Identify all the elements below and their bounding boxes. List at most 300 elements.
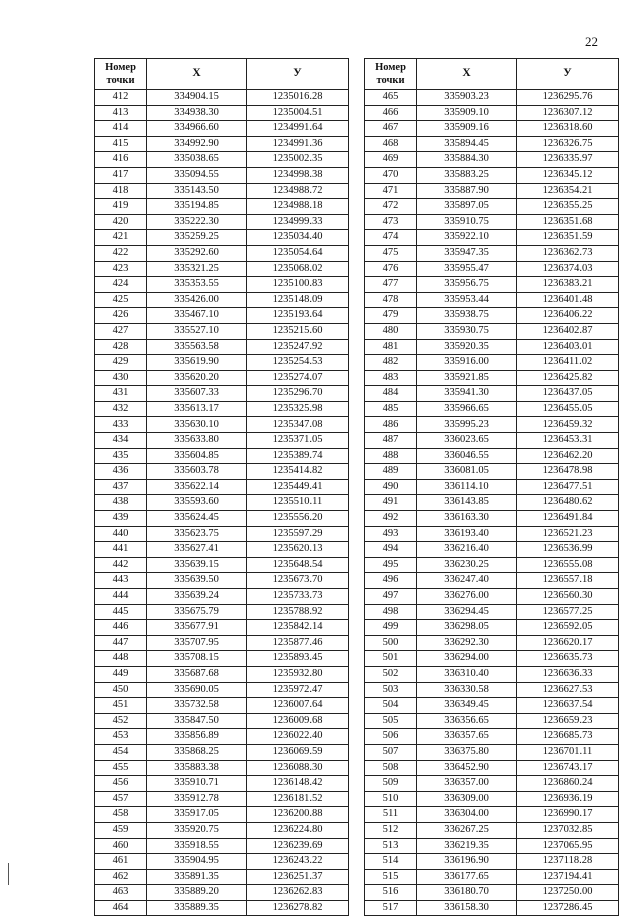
y-cell: 1236990.17 bbox=[517, 807, 619, 823]
x-cell: 336193.40 bbox=[417, 526, 517, 542]
point-number-cell: 476 bbox=[365, 261, 417, 277]
y-cell: 1236239.69 bbox=[247, 838, 349, 854]
x-cell: 335619.90 bbox=[147, 355, 247, 371]
x-cell: 334966.60 bbox=[147, 121, 247, 137]
point-number-cell: 421 bbox=[95, 230, 147, 246]
x-cell: 336267.25 bbox=[417, 822, 517, 838]
table-row bbox=[95, 433, 349, 449]
table-row bbox=[95, 167, 349, 183]
x-cell: 336114.10 bbox=[417, 479, 517, 495]
table-body-right bbox=[365, 90, 619, 916]
table-row bbox=[365, 401, 619, 417]
table-row bbox=[95, 323, 349, 339]
table-row bbox=[365, 713, 619, 729]
x-cell: 336046.55 bbox=[417, 448, 517, 464]
y-cell: 1236402.87 bbox=[517, 323, 619, 339]
point-number-cell: 517 bbox=[365, 900, 417, 916]
table-row bbox=[95, 370, 349, 386]
point-number-cell: 441 bbox=[95, 542, 147, 558]
x-cell: 336163.30 bbox=[417, 511, 517, 527]
point-number-cell: 422 bbox=[95, 245, 147, 261]
point-number-cell: 469 bbox=[365, 152, 417, 168]
page-number: 22 bbox=[585, 34, 598, 49]
x-cell: 335143.50 bbox=[147, 183, 247, 199]
point-number-cell: 506 bbox=[365, 729, 417, 745]
x-cell: 335622.14 bbox=[147, 479, 247, 495]
point-number-cell: 460 bbox=[95, 838, 147, 854]
y-cell: 1235893.45 bbox=[247, 651, 349, 667]
table-row bbox=[95, 526, 349, 542]
x-cell: 335627.41 bbox=[147, 542, 247, 558]
table-row bbox=[365, 822, 619, 838]
x-cell: 335920.75 bbox=[147, 822, 247, 838]
table-row bbox=[95, 635, 349, 651]
x-cell: 335259.25 bbox=[147, 230, 247, 246]
y-cell: 1235414.82 bbox=[247, 464, 349, 480]
x-cell: 336298.05 bbox=[417, 620, 517, 636]
point-number-cell: 443 bbox=[95, 573, 147, 589]
table-row bbox=[95, 589, 349, 605]
x-cell: 336309.00 bbox=[417, 791, 517, 807]
y-cell: 1235068.02 bbox=[247, 261, 349, 277]
x-cell: 335639.15 bbox=[147, 557, 247, 573]
table-row bbox=[365, 479, 619, 495]
x-cell: 335903.23 bbox=[417, 90, 517, 106]
table-row bbox=[365, 885, 619, 901]
x-cell: 335904.95 bbox=[147, 854, 247, 870]
x-cell: 335889.35 bbox=[147, 900, 247, 916]
x-cell: 335603.78 bbox=[147, 464, 247, 480]
table-row bbox=[365, 339, 619, 355]
point-number-cell: 416 bbox=[95, 152, 147, 168]
table-row bbox=[95, 666, 349, 682]
x-cell: 335292.60 bbox=[147, 245, 247, 261]
y-cell: 1235193.64 bbox=[247, 308, 349, 324]
table-body-left bbox=[95, 90, 349, 916]
table-row bbox=[365, 323, 619, 339]
point-number-cell: 495 bbox=[365, 557, 417, 573]
table-row bbox=[95, 713, 349, 729]
x-cell: 335677.91 bbox=[147, 620, 247, 636]
table-row bbox=[95, 682, 349, 698]
y-cell: 1236148.42 bbox=[247, 776, 349, 792]
y-cell: 1236354.21 bbox=[517, 183, 619, 199]
table-row bbox=[95, 900, 349, 916]
y-cell: 1236411.02 bbox=[517, 355, 619, 371]
x-cell: 335708.15 bbox=[147, 651, 247, 667]
point-number-cell: 489 bbox=[365, 464, 417, 480]
x-cell: 335321.25 bbox=[147, 261, 247, 277]
y-cell: 1236453.31 bbox=[517, 433, 619, 449]
table-row bbox=[95, 729, 349, 745]
table-row bbox=[365, 308, 619, 324]
table-row bbox=[365, 744, 619, 760]
point-number-cell: 447 bbox=[95, 635, 147, 651]
x-cell: 335995.23 bbox=[417, 417, 517, 433]
y-cell: 1236295.76 bbox=[517, 90, 619, 106]
table-header-row bbox=[95, 59, 349, 90]
point-number-cell: 442 bbox=[95, 557, 147, 573]
y-cell: 1234999.33 bbox=[247, 214, 349, 230]
y-cell: 1236478.98 bbox=[517, 464, 619, 480]
header-point-number bbox=[95, 59, 147, 90]
point-number-cell: 480 bbox=[365, 323, 417, 339]
table-row bbox=[365, 292, 619, 308]
table-row bbox=[365, 776, 619, 792]
table-row bbox=[95, 183, 349, 199]
y-cell: 1235325.98 bbox=[247, 401, 349, 417]
point-number-cell: 494 bbox=[365, 542, 417, 558]
x-cell: 335690.05 bbox=[147, 682, 247, 698]
table-row bbox=[365, 620, 619, 636]
point-number-cell: 488 bbox=[365, 448, 417, 464]
x-cell: 335938.75 bbox=[417, 308, 517, 324]
table-row bbox=[365, 167, 619, 183]
x-cell: 335527.10 bbox=[147, 323, 247, 339]
x-cell: 335353.55 bbox=[147, 277, 247, 293]
table-row bbox=[365, 136, 619, 152]
point-number-cell: 492 bbox=[365, 511, 417, 527]
table-row bbox=[365, 635, 619, 651]
y-cell: 1237286.45 bbox=[517, 900, 619, 916]
table-row bbox=[365, 90, 619, 106]
x-cell: 335707.95 bbox=[147, 635, 247, 651]
x-cell: 336294.00 bbox=[417, 651, 517, 667]
x-cell: 334938.30 bbox=[147, 105, 247, 121]
point-number-cell: 484 bbox=[365, 386, 417, 402]
y-cell: 1235556.20 bbox=[247, 511, 349, 527]
table-row bbox=[95, 807, 349, 823]
point-number-cell: 452 bbox=[95, 713, 147, 729]
point-number-cell: 474 bbox=[365, 230, 417, 246]
table-row bbox=[365, 542, 619, 558]
point-number-cell: 444 bbox=[95, 589, 147, 605]
point-number-cell: 473 bbox=[365, 214, 417, 230]
y-cell: 1236318.60 bbox=[517, 121, 619, 137]
table-row bbox=[365, 760, 619, 776]
y-cell: 1237065.95 bbox=[517, 838, 619, 854]
y-cell: 1236592.05 bbox=[517, 620, 619, 636]
x-cell: 335887.90 bbox=[417, 183, 517, 199]
point-number-cell: 516 bbox=[365, 885, 417, 901]
y-cell: 1234988.18 bbox=[247, 199, 349, 215]
y-cell: 1236345.12 bbox=[517, 167, 619, 183]
y-cell: 1236455.05 bbox=[517, 401, 619, 417]
table-row bbox=[95, 791, 349, 807]
point-number-cell: 450 bbox=[95, 682, 147, 698]
y-cell: 1235648.54 bbox=[247, 557, 349, 573]
x-cell: 335639.50 bbox=[147, 573, 247, 589]
y-cell: 1236659.23 bbox=[517, 713, 619, 729]
y-cell: 1235389.74 bbox=[247, 448, 349, 464]
table-row bbox=[365, 121, 619, 137]
point-number-cell: 490 bbox=[365, 479, 417, 495]
point-number-cell: 481 bbox=[365, 339, 417, 355]
table-row bbox=[95, 292, 349, 308]
table-row bbox=[95, 355, 349, 371]
y-cell: 1235673.70 bbox=[247, 573, 349, 589]
x-cell: 335897.05 bbox=[417, 199, 517, 215]
point-number-cell: 472 bbox=[365, 199, 417, 215]
y-cell: 1236088.30 bbox=[247, 760, 349, 776]
point-number-cell: 429 bbox=[95, 355, 147, 371]
table-row bbox=[95, 495, 349, 511]
table-row bbox=[365, 526, 619, 542]
y-cell: 1235347.08 bbox=[247, 417, 349, 433]
table-row bbox=[365, 433, 619, 449]
x-cell: 335194.85 bbox=[147, 199, 247, 215]
x-cell: 336158.30 bbox=[417, 900, 517, 916]
x-cell: 334904.15 bbox=[147, 90, 247, 106]
y-cell: 1235247.92 bbox=[247, 339, 349, 355]
header-point-number-line1: Номер bbox=[375, 62, 406, 73]
header-x: X bbox=[147, 59, 247, 90]
x-cell: 335563.58 bbox=[147, 339, 247, 355]
x-cell: 335732.58 bbox=[147, 698, 247, 714]
point-number-cell: 513 bbox=[365, 838, 417, 854]
x-cell: 335687.68 bbox=[147, 666, 247, 682]
point-number-cell: 439 bbox=[95, 511, 147, 527]
point-number-cell: 509 bbox=[365, 776, 417, 792]
y-cell: 1236401.48 bbox=[517, 292, 619, 308]
x-cell: 335620.20 bbox=[147, 370, 247, 386]
x-cell: 336216.40 bbox=[417, 542, 517, 558]
y-cell: 1235034.40 bbox=[247, 230, 349, 246]
y-cell: 1236403.01 bbox=[517, 339, 619, 355]
table-row bbox=[365, 838, 619, 854]
y-cell: 1236326.75 bbox=[517, 136, 619, 152]
x-cell: 336349.45 bbox=[417, 698, 517, 714]
table-row bbox=[95, 277, 349, 293]
y-cell: 1236577.25 bbox=[517, 604, 619, 620]
y-cell: 1235002.35 bbox=[247, 152, 349, 168]
point-number-cell: 465 bbox=[365, 90, 417, 106]
x-cell: 335467.10 bbox=[147, 308, 247, 324]
table-row bbox=[365, 573, 619, 589]
x-cell: 335910.75 bbox=[417, 214, 517, 230]
x-cell: 335921.85 bbox=[417, 370, 517, 386]
y-cell: 1235100.83 bbox=[247, 277, 349, 293]
table-row bbox=[365, 557, 619, 573]
y-cell: 1236860.24 bbox=[517, 776, 619, 792]
table-row bbox=[95, 464, 349, 480]
x-cell: 335630.10 bbox=[147, 417, 247, 433]
table-row bbox=[365, 651, 619, 667]
header-y: У bbox=[517, 59, 619, 90]
y-cell: 1236022.40 bbox=[247, 729, 349, 745]
point-number-cell: 462 bbox=[95, 869, 147, 885]
point-number-cell: 432 bbox=[95, 401, 147, 417]
table-row bbox=[365, 370, 619, 386]
y-cell: 1236701.11 bbox=[517, 744, 619, 760]
x-cell: 335038.65 bbox=[147, 152, 247, 168]
x-cell: 335094.55 bbox=[147, 167, 247, 183]
y-cell: 1235004.51 bbox=[247, 105, 349, 121]
point-number-cell: 482 bbox=[365, 355, 417, 371]
point-number-cell: 419 bbox=[95, 199, 147, 215]
y-cell: 1236521.23 bbox=[517, 526, 619, 542]
x-cell: 335947.35 bbox=[417, 245, 517, 261]
table-row bbox=[365, 791, 619, 807]
x-cell: 335884.30 bbox=[417, 152, 517, 168]
y-cell: 1236383.21 bbox=[517, 277, 619, 293]
point-number-cell: 486 bbox=[365, 417, 417, 433]
y-cell: 1235597.29 bbox=[247, 526, 349, 542]
point-number-cell: 487 bbox=[365, 433, 417, 449]
point-number-cell: 498 bbox=[365, 604, 417, 620]
x-cell: 336310.40 bbox=[417, 666, 517, 682]
point-number-cell: 451 bbox=[95, 698, 147, 714]
table-row bbox=[95, 448, 349, 464]
y-cell: 1236251.37 bbox=[247, 869, 349, 885]
x-cell: 336357.65 bbox=[417, 729, 517, 745]
point-number-cell: 418 bbox=[95, 183, 147, 199]
y-cell: 1236560.30 bbox=[517, 589, 619, 605]
table-row bbox=[365, 511, 619, 527]
table-row bbox=[365, 807, 619, 823]
point-number-cell: 514 bbox=[365, 854, 417, 870]
table-row bbox=[365, 682, 619, 698]
table-row bbox=[365, 869, 619, 885]
point-number-cell: 479 bbox=[365, 308, 417, 324]
x-cell: 336330.58 bbox=[417, 682, 517, 698]
point-number-cell: 477 bbox=[365, 277, 417, 293]
y-cell: 1235148.09 bbox=[247, 292, 349, 308]
point-number-cell: 436 bbox=[95, 464, 147, 480]
x-cell: 335883.38 bbox=[147, 760, 247, 776]
table-row bbox=[95, 854, 349, 870]
point-number-cell: 430 bbox=[95, 370, 147, 386]
table-row bbox=[95, 230, 349, 246]
x-cell: 336180.70 bbox=[417, 885, 517, 901]
point-number-cell: 502 bbox=[365, 666, 417, 682]
point-number-cell: 485 bbox=[365, 401, 417, 417]
point-number-cell: 457 bbox=[95, 791, 147, 807]
x-cell: 335889.20 bbox=[147, 885, 247, 901]
x-cell: 335607.33 bbox=[147, 386, 247, 402]
table-row bbox=[95, 542, 349, 558]
y-cell: 1234988.72 bbox=[247, 183, 349, 199]
y-cell: 1235371.05 bbox=[247, 433, 349, 449]
header-y: У bbox=[247, 59, 349, 90]
y-cell: 1235877.46 bbox=[247, 635, 349, 651]
y-cell: 1236557.18 bbox=[517, 573, 619, 589]
x-cell: 335624.45 bbox=[147, 511, 247, 527]
x-cell: 335593.60 bbox=[147, 495, 247, 511]
table-row bbox=[95, 511, 349, 527]
point-number-cell: 453 bbox=[95, 729, 147, 745]
table-row bbox=[365, 199, 619, 215]
point-number-cell: 459 bbox=[95, 822, 147, 838]
point-number-cell: 501 bbox=[365, 651, 417, 667]
x-cell: 335917.05 bbox=[147, 807, 247, 823]
y-cell: 1236635.73 bbox=[517, 651, 619, 667]
y-cell: 1236480.62 bbox=[517, 495, 619, 511]
table-row bbox=[95, 121, 349, 137]
table-row bbox=[95, 620, 349, 636]
scan-edge-mark bbox=[8, 863, 9, 885]
point-number-cell: 505 bbox=[365, 713, 417, 729]
y-cell: 1235215.60 bbox=[247, 323, 349, 339]
table-row bbox=[95, 760, 349, 776]
x-cell: 335883.25 bbox=[417, 167, 517, 183]
x-cell: 336452.90 bbox=[417, 760, 517, 776]
x-cell: 335894.45 bbox=[417, 136, 517, 152]
y-cell: 1236262.83 bbox=[247, 885, 349, 901]
table-row bbox=[95, 604, 349, 620]
x-cell: 335910.71 bbox=[147, 776, 247, 792]
table-row bbox=[365, 854, 619, 870]
point-number-cell: 433 bbox=[95, 417, 147, 433]
y-cell: 1236335.97 bbox=[517, 152, 619, 168]
point-number-cell: 483 bbox=[365, 370, 417, 386]
table-row bbox=[365, 729, 619, 745]
table-row bbox=[365, 666, 619, 682]
point-number-cell: 466 bbox=[365, 105, 417, 121]
y-cell: 1235620.13 bbox=[247, 542, 349, 558]
point-number-cell: 511 bbox=[365, 807, 417, 823]
point-number-cell: 415 bbox=[95, 136, 147, 152]
point-number-cell: 515 bbox=[365, 869, 417, 885]
table-row bbox=[95, 339, 349, 355]
point-number-cell: 428 bbox=[95, 339, 147, 355]
point-number-cell: 435 bbox=[95, 448, 147, 464]
table-row bbox=[365, 589, 619, 605]
point-number-cell: 426 bbox=[95, 308, 147, 324]
point-number-cell: 507 bbox=[365, 744, 417, 760]
point-number-cell: 499 bbox=[365, 620, 417, 636]
point-number-cell: 445 bbox=[95, 604, 147, 620]
point-number-cell: 468 bbox=[365, 136, 417, 152]
x-cell: 335909.10 bbox=[417, 105, 517, 121]
y-cell: 1236374.03 bbox=[517, 261, 619, 277]
y-cell: 1236351.59 bbox=[517, 230, 619, 246]
table-row bbox=[95, 245, 349, 261]
x-cell: 335633.80 bbox=[147, 433, 247, 449]
y-cell: 1236425.82 bbox=[517, 370, 619, 386]
table-row bbox=[365, 105, 619, 121]
point-number-cell: 508 bbox=[365, 760, 417, 776]
y-cell: 1234998.38 bbox=[247, 167, 349, 183]
x-cell: 336356.65 bbox=[417, 713, 517, 729]
y-cell: 1236636.33 bbox=[517, 666, 619, 682]
y-cell: 1236009.68 bbox=[247, 713, 349, 729]
table-row bbox=[95, 386, 349, 402]
x-cell: 336023.65 bbox=[417, 433, 517, 449]
y-cell: 1236243.22 bbox=[247, 854, 349, 870]
table-row bbox=[95, 479, 349, 495]
table-row bbox=[365, 277, 619, 293]
table-row bbox=[95, 152, 349, 168]
y-cell: 1236307.12 bbox=[517, 105, 619, 121]
point-number-cell: 510 bbox=[365, 791, 417, 807]
table-row bbox=[95, 776, 349, 792]
header-point-number-line2: точки bbox=[376, 75, 405, 86]
y-cell: 1236362.73 bbox=[517, 245, 619, 261]
x-cell: 335941.30 bbox=[417, 386, 517, 402]
x-cell: 335604.85 bbox=[147, 448, 247, 464]
table-row bbox=[95, 651, 349, 667]
table-row bbox=[95, 261, 349, 277]
point-number-cell: 414 bbox=[95, 121, 147, 137]
table-row bbox=[365, 464, 619, 480]
table-row bbox=[95, 308, 349, 324]
point-number-cell: 475 bbox=[365, 245, 417, 261]
x-cell: 335868.25 bbox=[147, 744, 247, 760]
y-cell: 1236007.64 bbox=[247, 698, 349, 714]
y-cell: 1235733.73 bbox=[247, 589, 349, 605]
point-number-cell: 497 bbox=[365, 589, 417, 605]
